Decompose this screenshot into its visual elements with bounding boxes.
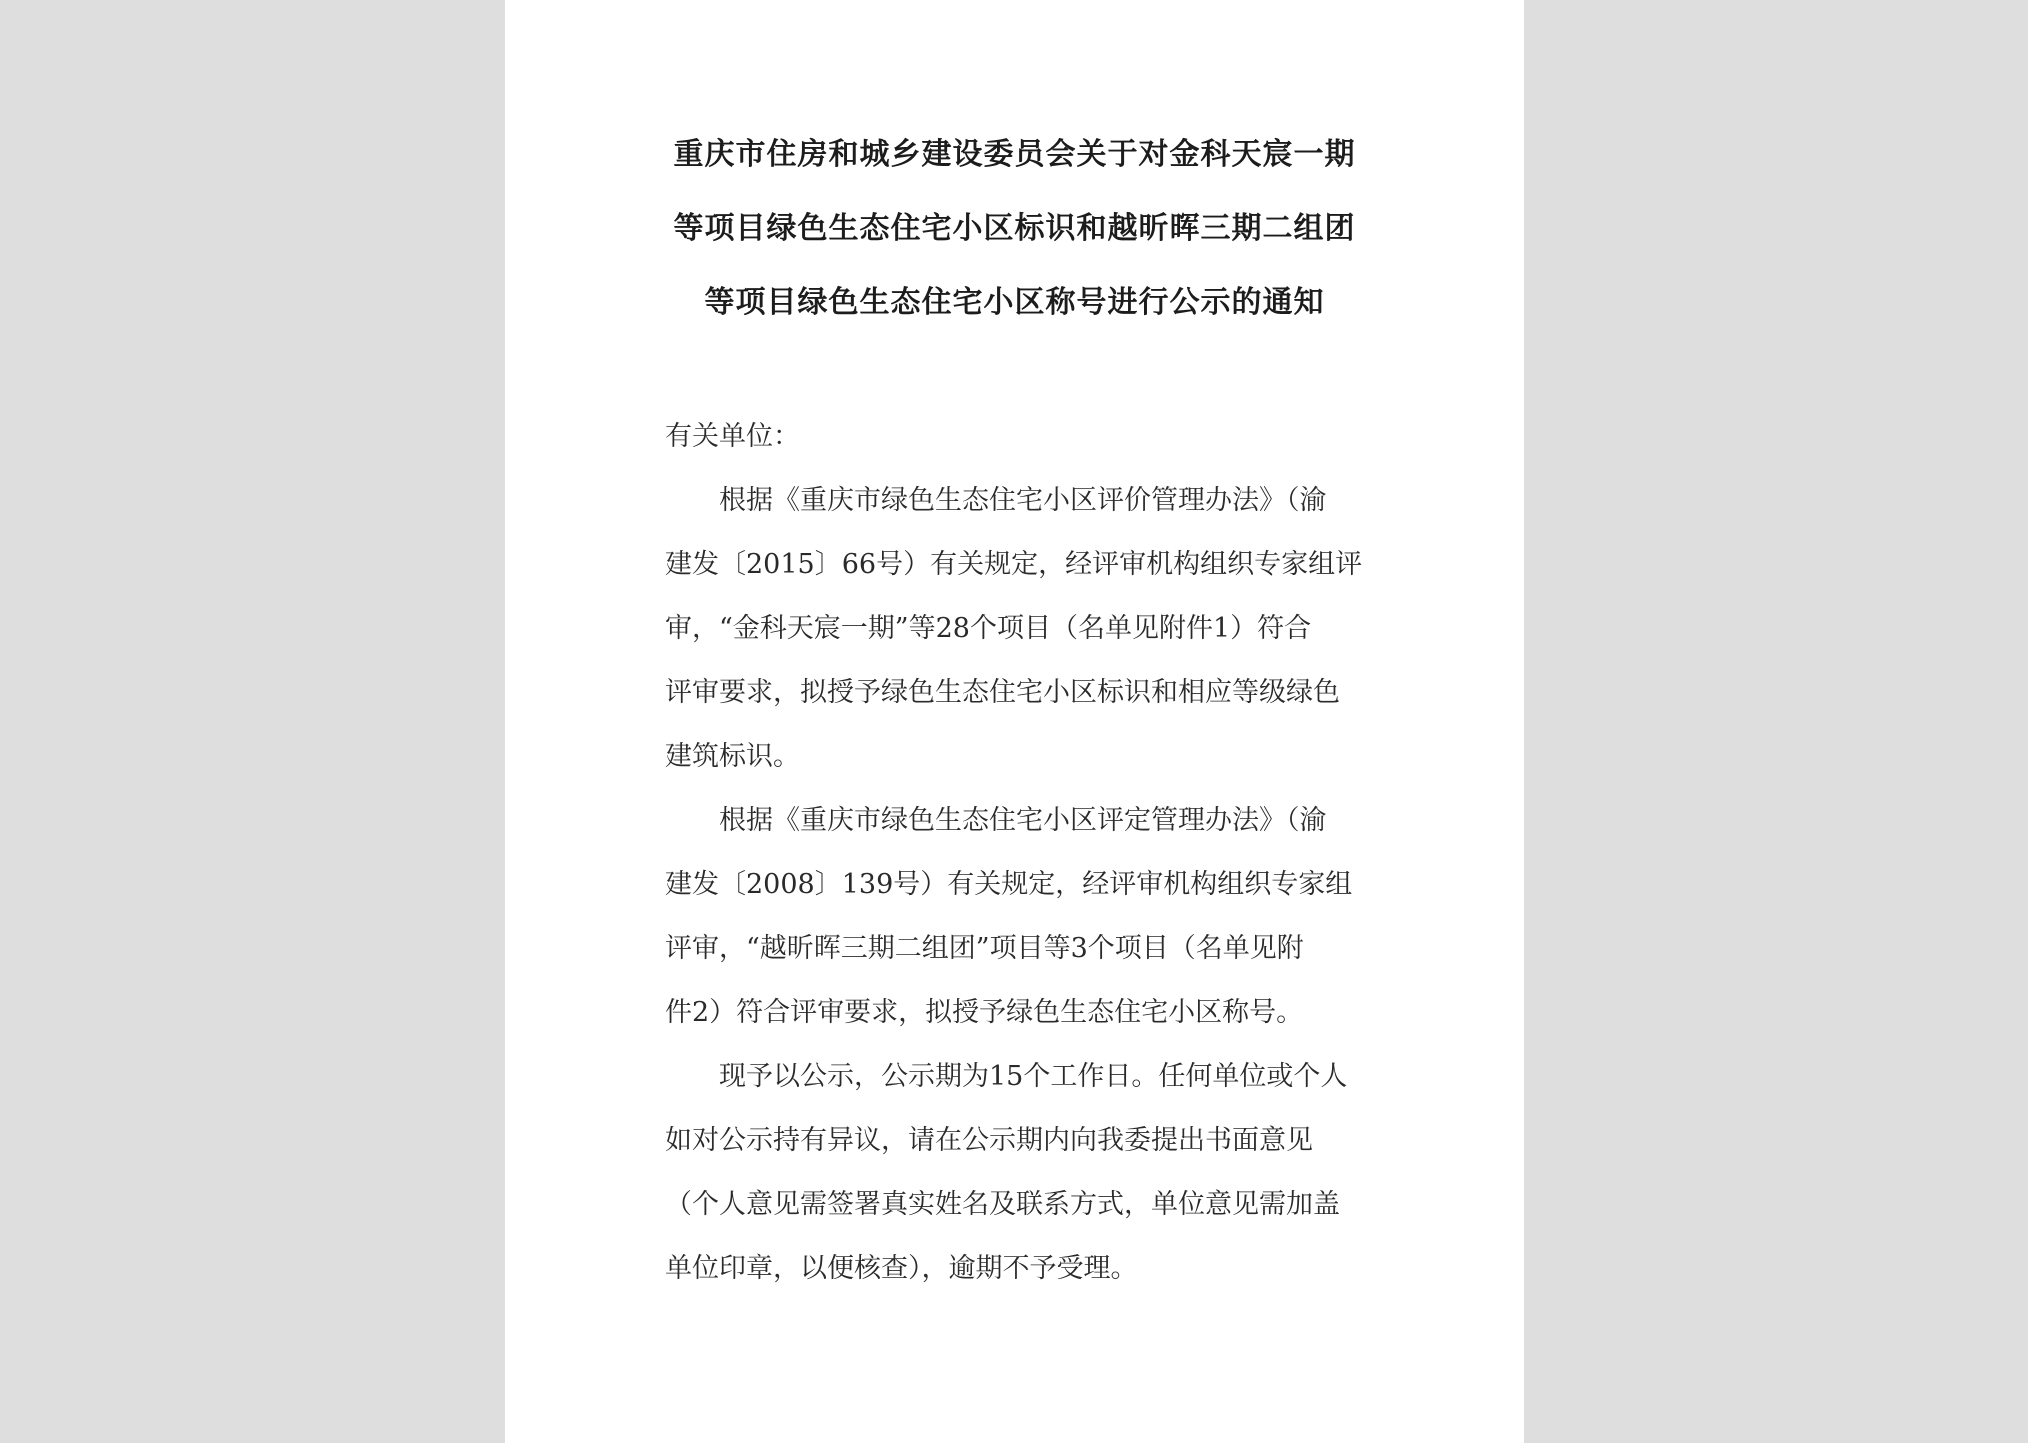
paragraph-3-line-3: （个人意见需签署真实姓名及联系方式，单位意见需加盖 [665,1189,1340,1220]
paragraph-1-line-3: 审，“金科天宸一期”等28个项目（名单见附件1）符合 [665,613,1312,644]
paragraph-2-line-2: 建发〔2008〕139号）有关规定，经评审机构组织专家组 [665,869,1353,900]
title-line-2: 等项目绿色生态住宅小区标识和越昕晖三期二组团 [673,211,1356,246]
paragraph-2-line-4: 件2）符合评审要求，拟授予绿色生态住宅小区称号。 [665,997,1304,1028]
paragraph-1-line-5: 建筑标识。 [665,741,800,772]
paragraph-2-line-3: 评审，“越昕晖三期二组团”项目等3个项目（名单见附 [665,933,1304,964]
paragraph-3-line-4: 单位印章，以便核查），逾期不予受理。 [665,1253,1138,1284]
paragraph-2-line-1: 根据《重庆市绿色生态住宅小区评定管理办法》（渝 [719,805,1327,836]
title-line-1: 重庆市住房和城乡建设委员会关于对金科天宸一期 [673,137,1356,172]
document-title [505,118,1524,340]
title-line-3: 等项目绿色生态住宅小区称号进行公示的通知 [704,285,1325,320]
paragraph-3-line-2: 如对公示持有异议，请在公示期内向我委提出书面意见 [665,1125,1313,1156]
paragraph-1-line-4: 评审要求，拟授予绿色生态住宅小区标识和相应等级绿色 [665,677,1340,708]
paragraph-1-line-1: 根据《重庆市绿色生态住宅小区评价管理办法》（渝 [719,485,1327,516]
paragraph-3-line-1: 现予以公示，公示期为15个工作日。任何单位或个人 [719,1061,1348,1092]
document-page [505,0,1524,1443]
paragraph-1-line-2: 建发〔2015〕66号）有关规定，经评审机构组织专家组评 [665,549,1363,580]
document-body [665,405,1385,1301]
salutation: 有关单位： [665,421,800,452]
